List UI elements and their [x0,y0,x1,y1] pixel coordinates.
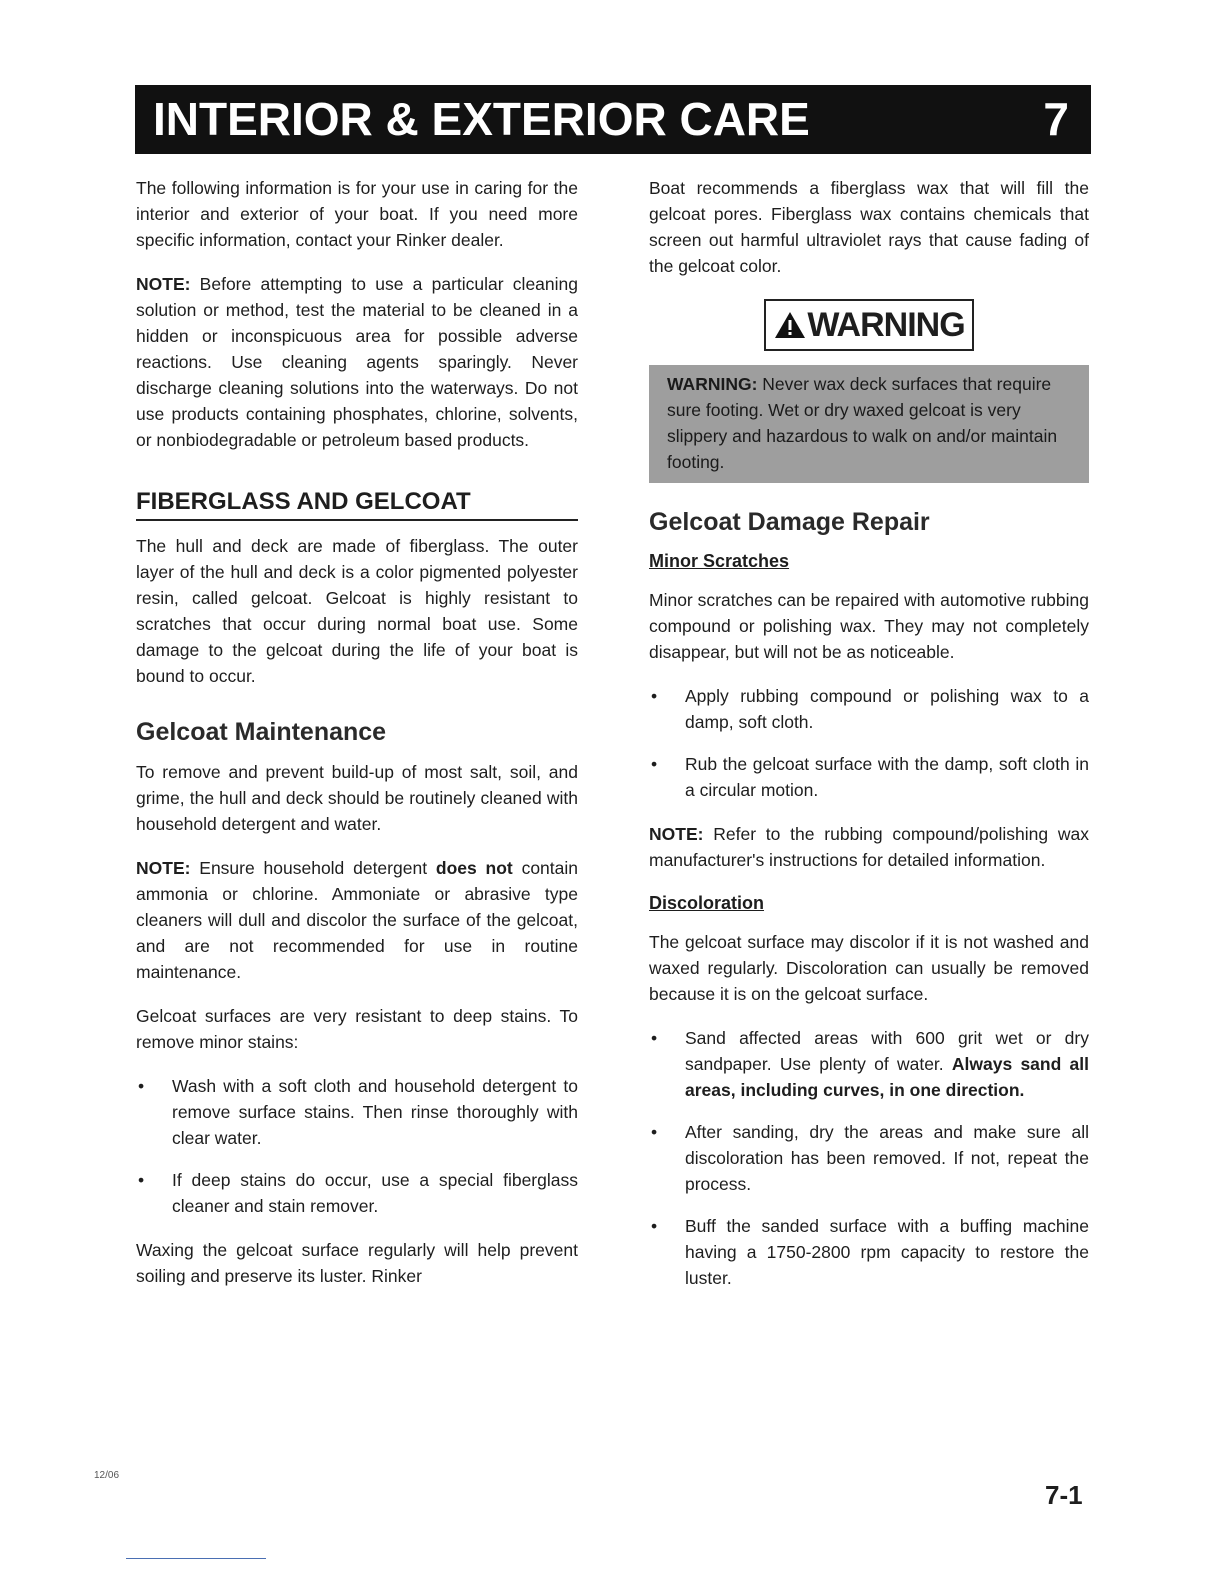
note-polish [649,821,1089,873]
list-item-text: Sand affected areas with 600 grit wet or dry sandpaper. Use plenty of water. [685,1028,1089,1074]
warning-text: Never wax deck surfaces that require sure footing. Wet or dry waxed gelcoat is very slippery and hazardous to walk on and/or maintain footing. [667,374,1058,472]
warning-badge-label: WARNING [807,306,965,344]
list-item [136,1073,578,1151]
bullet-icon: • [651,1122,658,1142]
bullet-icon: • [651,686,658,706]
note-label: NOTE: [649,824,704,844]
discoloration-steps-list [649,1025,1089,1291]
list-item [649,683,1089,735]
list-item-text: Rub the gelcoat surface with the damp, soft cloth in a circular motion. [685,754,1089,800]
intro-paragraph: The following information is for your use in caring for the interior and exterior of your boat. If you need more specific information, contact your Rinker dealer. [136,178,578,250]
note-cleaning [136,271,578,453]
warning-badge [764,299,974,351]
minor-scratches-paragraph: Minor scratches can be repaired with automotive rubbing compound or polishing wax. They may not completely disappear, but will not be as noticeable. [649,590,1089,662]
heading-gelcoat-damage-repair: Gelcoat Damage Repair [649,508,930,536]
bullet-icon: • [651,1216,658,1236]
list-item [649,1213,1089,1291]
note-text: Ensure household detergent [190,858,436,878]
section-title-fiberglass: FIBERGLASS AND GELCOAT [136,487,578,521]
left-column [136,175,578,1307]
note-label: NOTE: [136,274,191,294]
chapter-title: INTERIOR & EXTERIOR CARE [153,93,810,145]
note-detergent [136,855,578,985]
list-item [136,1167,578,1219]
chapter-header [135,85,1091,154]
fiberglass-paragraph: The hull and deck are made of fiberglass. The outer layer of the hull and deck is a color pigmented polyester resin, called gelcoat. Gelcoat is highly resistant to scratches that occur during normal boat use. Some damage to the gelcoat during the life of your boat is bound to occur. [136,536,578,686]
bullet-icon: • [138,1170,145,1190]
list-item-emphasis: Always sand all areas, including curves, in one direction. [685,1054,1089,1100]
note-text: contain ammonia or chlorine. Ammoniate or abrasive type cleaners will dull and discolor the surface of the gelcoat, and are not recommended for use in routine maintenance. [136,858,578,982]
wax-paragraph: Boat recommends a fiberglass wax that will fill the gelcoat pores. Fiberglass wax contains chemicals that screen out harmful ultraviolet rays that cause fading of the gelcoat color. [649,178,1089,276]
list-item-text: Wash with a soft cloth and household detergent to remove surface stains. Then rinse thoroughly with clear water. [172,1076,578,1148]
discoloration-paragraph: The gelcoat surface may discolor if it is not washed and waxed regularly. Discoloration can usually be removed because it is on the gelcoat surface. [649,932,1089,1004]
bullet-icon: • [651,1028,658,1048]
warning-triangle-icon [773,310,807,340]
stains-paragraph: Gelcoat surfaces are very resistant to deep stains. To remove minor stains: [136,1006,578,1052]
list-item [649,1025,1089,1103]
bullet-icon: • [651,754,658,774]
bullet-icon: • [138,1076,145,1096]
list-item-text: After sanding, dry the areas and make sure all discoloration has been removed. If not, repeat the process. [685,1122,1089,1194]
list-item [649,751,1089,803]
list-item-text: Buff the sanded surface with a buffing machine having a 1750-2800 rpm capacity to restore the luster. [685,1216,1089,1288]
stain-steps-list [136,1073,578,1219]
right-column [649,175,1089,1309]
list-item-text: If deep stains do occur, use a special fiberglass cleaner and stain remover. [172,1170,578,1216]
note-label: NOTE: [136,858,191,878]
chapter-number: 7 [1043,93,1069,145]
scratch-steps-list [649,683,1089,803]
revision-date: 12/06 [94,1470,120,1481]
heading-minor-scratches: Minor Scratches [649,551,790,571]
heading-discoloration: Discoloration [649,893,765,913]
list-item-text: Apply rubbing compound or polishing wax to a damp, soft cloth. [685,686,1089,732]
warning-label: WARNING: [667,374,758,394]
bottom-rule [126,1558,266,1559]
page-number: 7-1 [1045,1480,1083,1510]
note-text: Refer to the rubbing compound/polishing wax manufacturer's instructions for detailed information. [649,824,1089,870]
note-text: Before attempting to use a particular cleaning solution or method, test the material to be cleaned in a hidden or inconspicuous area for possible adverse reactions. Use cleaning agents sparingly. Never discharge cleaning solutions into the waterways. Do not use products containing phosphates, chlorine, solvents, or nonbiodegradable or petroleum based products. [136,274,578,450]
waxing-paragraph: Waxing the gelcoat surface regularly will help prevent soiling and preserve its luster. Rinker [136,1240,578,1286]
list-item [649,1119,1089,1197]
heading-gelcoat-maintenance: Gelcoat Maintenance [136,718,387,746]
note-emphasis: does not [435,858,513,878]
maintenance-paragraph: To remove and prevent build-up of most salt, soil, and grime, the hull and deck should be routinely cleaned with household detergent and water. [136,762,578,834]
warning-box [649,365,1089,483]
